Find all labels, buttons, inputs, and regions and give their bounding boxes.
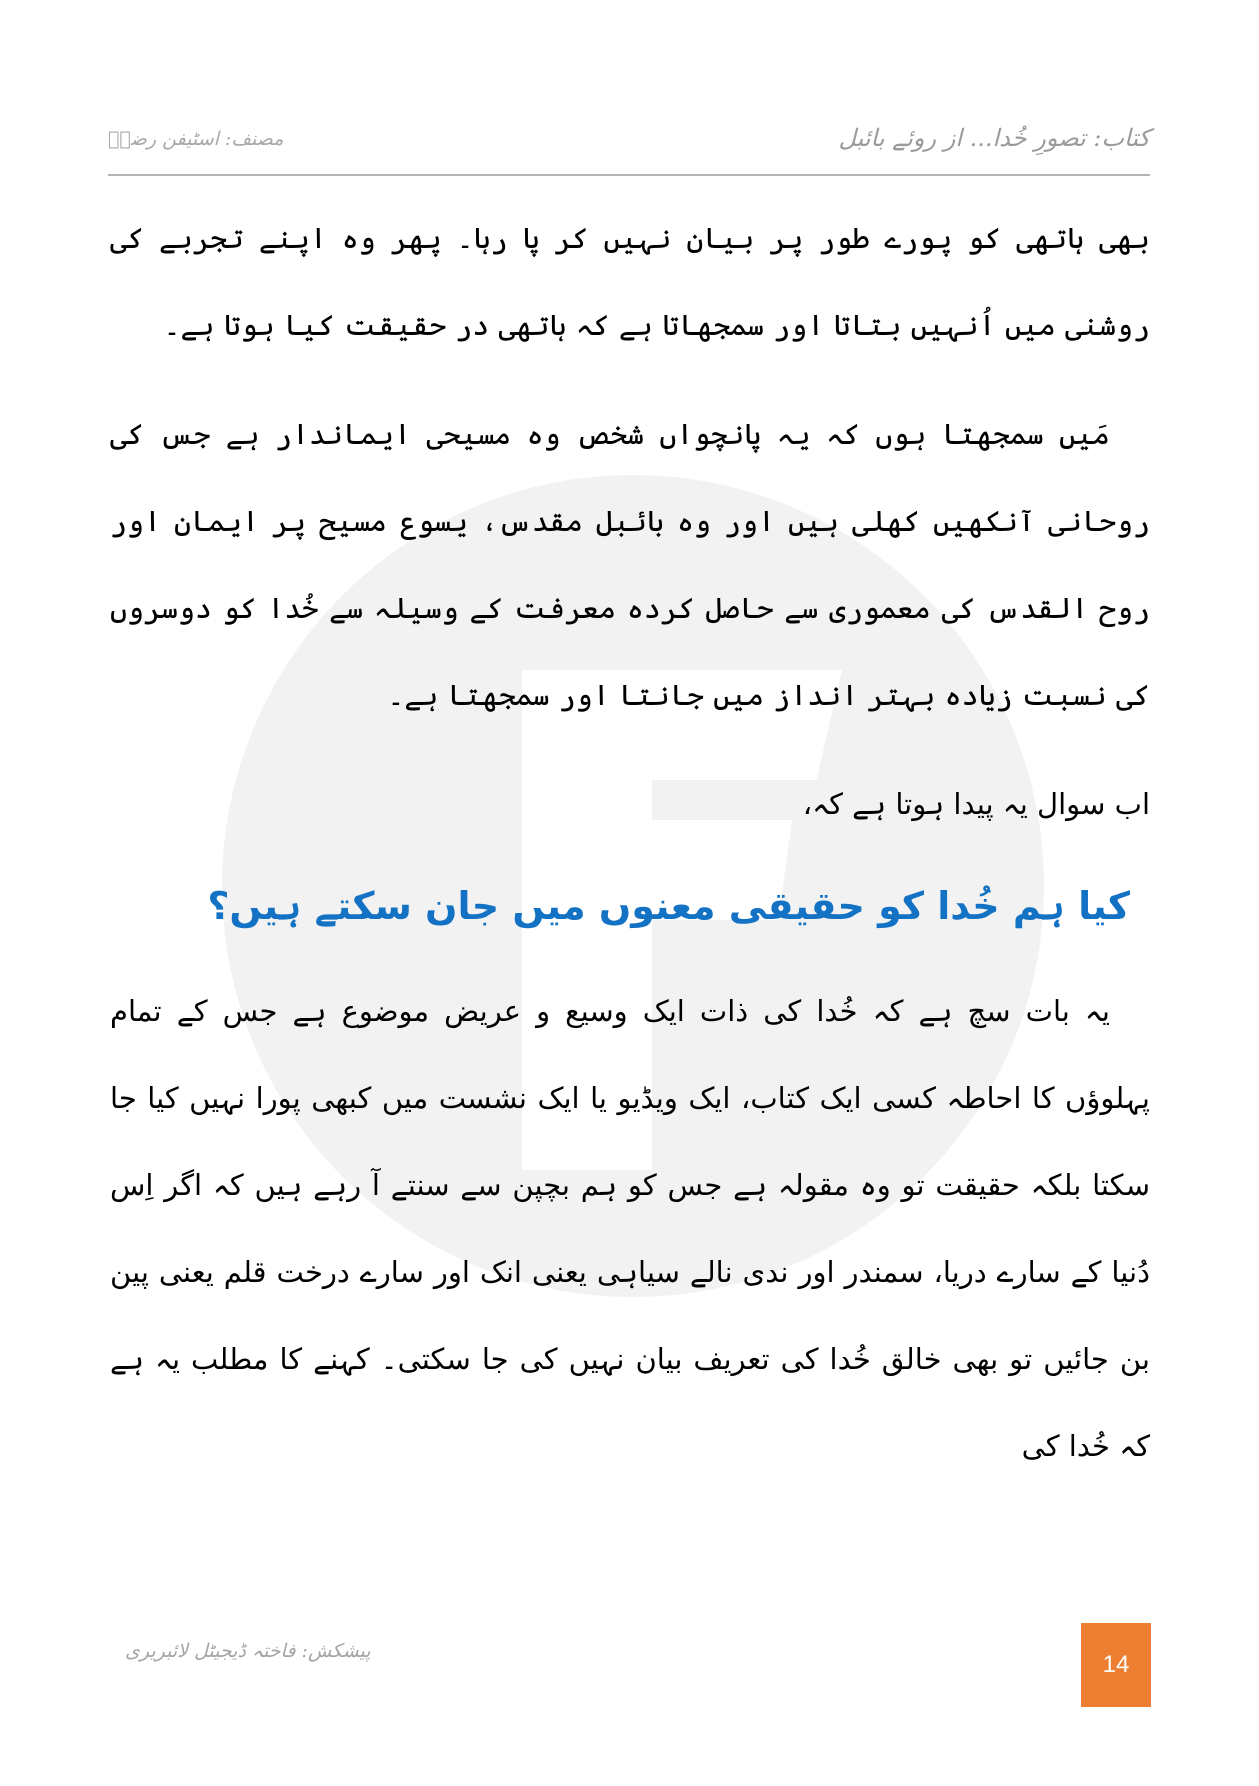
page-header (108, 118, 1150, 176)
page-content (110, 195, 1150, 1490)
section-heading: کیا ہم خُدا کو حقیقی معنوں میں جان سکتے ہیں؟ (207, 884, 1130, 928)
paragraph-question-intro: اب سوال یہ پیدا ہوتا ہے کہ، (802, 787, 1150, 821)
paragraph-elephant-conclusion: بھی ہاتھی کو پورے طور پر بیان نہیں کر پا رہا۔ پھر وہ اپنے تجربے کی روشنی میں اُنہیں بتاتا اور سمجھاتا ہے کہ ہاتھی در حقیقت کیا ہوتا ہے۔ (110, 221, 1150, 342)
book-title: کتاب: تصورِ خُدا... از روئے بائبل (838, 124, 1150, 152)
page-number-badge (1081, 1623, 1151, 1707)
paragraph-fifth-person: مَیں سمجھتا ہوں کہ یہ پانچواں شخص وہ مسیحی ایماندار ہے جس کی روحانی آنکھیں کھلی ہیں اور وہ بائبل مقدس، یسوع مسیح پر ایمان اور روح القدس کی معموری سے حاصل کردہ معرفت کے وسیلہ سے خُدا کو دوسروں کی نسبت زیادہ بہتر انداز میں جانتا اور سمجھتا ہے۔ (110, 417, 1150, 712)
page-number: 14 (1102, 1651, 1130, 1678)
paragraph-knowing-god: یہ بات سچ ہے کہ خُدا کی ذات ایک وسیع و عریض موضوع ہے جس کے تمام پہلوؤں کا احاطہ کسی ایک کتاب، ایک ویڈیو یا ایک نشست میں کبھی پورا نہیں کیا جا سکتا بلکہ حقیقت تو وہ مقولہ ہے جس کو ہم بچپن سے سنتے آ رہے ہیں کہ اگر اِس دُنیا کے سارے دریا، سمندر اور ندی نالے سیاہی یعنی انک اور سارے درخت قلم یعنی پین بن جائیں تو بھی خالق خُدا کی تعریف بیان نہیں کی جا سکتی۔ کہنے کا مطلب یہ ہے کہ خُدا کی (110, 994, 1150, 1463)
footer-presenter: پیشکش: فاختہ ڈیجیٹل لائبریری (125, 1640, 371, 1662)
author-name: مصنف: اسٹیفن رضاؔ (108, 128, 284, 150)
